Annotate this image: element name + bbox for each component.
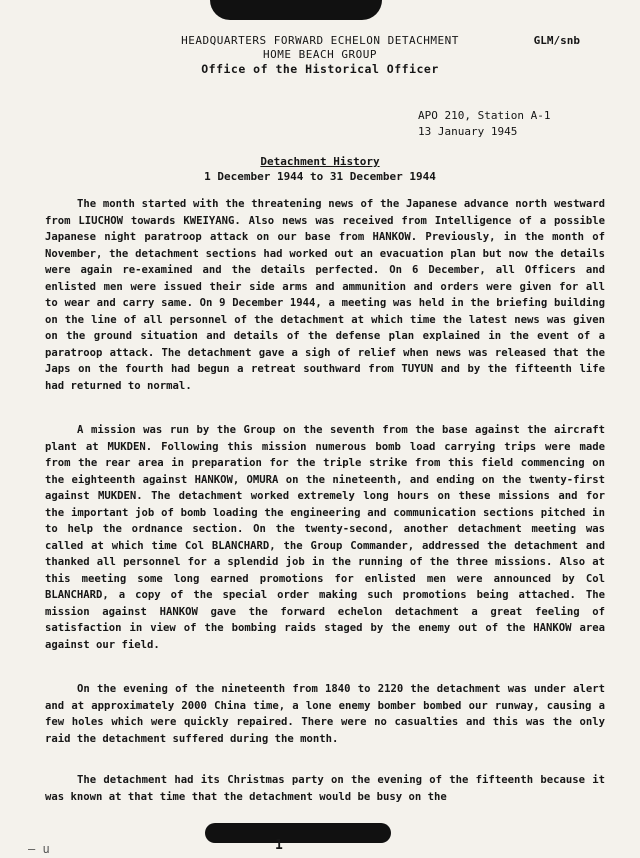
- document-title: [0, 155, 640, 183]
- apo-station: APO 210, Station A-1: [418, 109, 551, 122]
- title-period: 1 December 1944 to 31 December 1944: [204, 170, 436, 183]
- paragraph-1: The month started with the threatening news of the Japanese advance north westward from LIUCHOW towards KWEIYANG. Also news was received from Intelligence of a possible Japanese night paratroop attack on our base from HANKOW. Previously, in the month of November, the detachment sections had worked out an evacuation plan but now the details were again re-examined and the details perfected. On 6 December, all Officers and enlisted men were issued their side arms and ammunition and orders were given for all to wear and carry same. On 9 December 1944, a meeting was held in the briefing building on the line of all personnel of the detachment at which time the latest news was given on the ground situation and details of the defense plan explained in the event of a paratroop attack. The detachment gave a sigh of relief when news was released that the Japs on the fourth had begun a retreat southward from TUYUN and by the fifteenth life had returned to normal.: [45, 198, 605, 392]
- margin-mark: — u: [28, 842, 50, 856]
- document-date: 13 January 1945: [418, 125, 518, 138]
- redaction-bar-bottom: [205, 823, 391, 843]
- dateline: [418, 108, 550, 140]
- header-unit: HEADQUARTERS FORWARD ECHELON DETACHMENT: [181, 34, 459, 47]
- reference-initials: GLM/snb: [533, 34, 580, 47]
- paragraph-3: On the evening of the nineteenth from 1840 to 2120 the detachment was under alert and at approximately 2000 China time, a lone enemy bomber bombed our runway, causing a few holes which were quickly repaired. There were no casualties and this was the only raid the detachment suffered during the month.: [45, 683, 605, 745]
- header-group: HOME BEACH GROUP: [263, 48, 377, 61]
- paragraph-2: A mission was run by the Group on the seventh from the base against the aircraft plant at MUKDEN. Following this mission numerous bomb load carrying trips were made from the rear area in preparation for the triple strike from this field commencing on the eighteenth against HANKOW, OMURA on the nineteenth, and ending on the twenty-first against MUKDEN. The detachment worked extremely long hours on these missions and for the important job of bomb loading the engineering and communication sections pitched in to help the ordnance section. On the twenty-second, another detachment meeting was called at which time Col BLANCHARD, the Group Commander, addressed the detachment and thanked all personnel for a splendid job in the running of the three missions. Also at this meeting some long earned promotions for enlisted men were announced by Col BLANCHARD, a copy of the special order making such promotions being attached. The mission against HANKOW gave the forward echelon detachment a great feeling of satisfaction in view of the bombing raids staged by the enemy out of the HANKOW area against our field.: [45, 424, 605, 651]
- title-heading: Detachment History: [260, 155, 380, 168]
- page-number: 1: [275, 838, 283, 853]
- header-office: Office of the Historical Officer: [201, 62, 439, 76]
- paragraph-4: The detachment had its Christmas party on the evening of the fifteenth because it was known at that time that the detachment would be busy on the: [45, 774, 605, 803]
- redaction-bar-top: [210, 0, 382, 20]
